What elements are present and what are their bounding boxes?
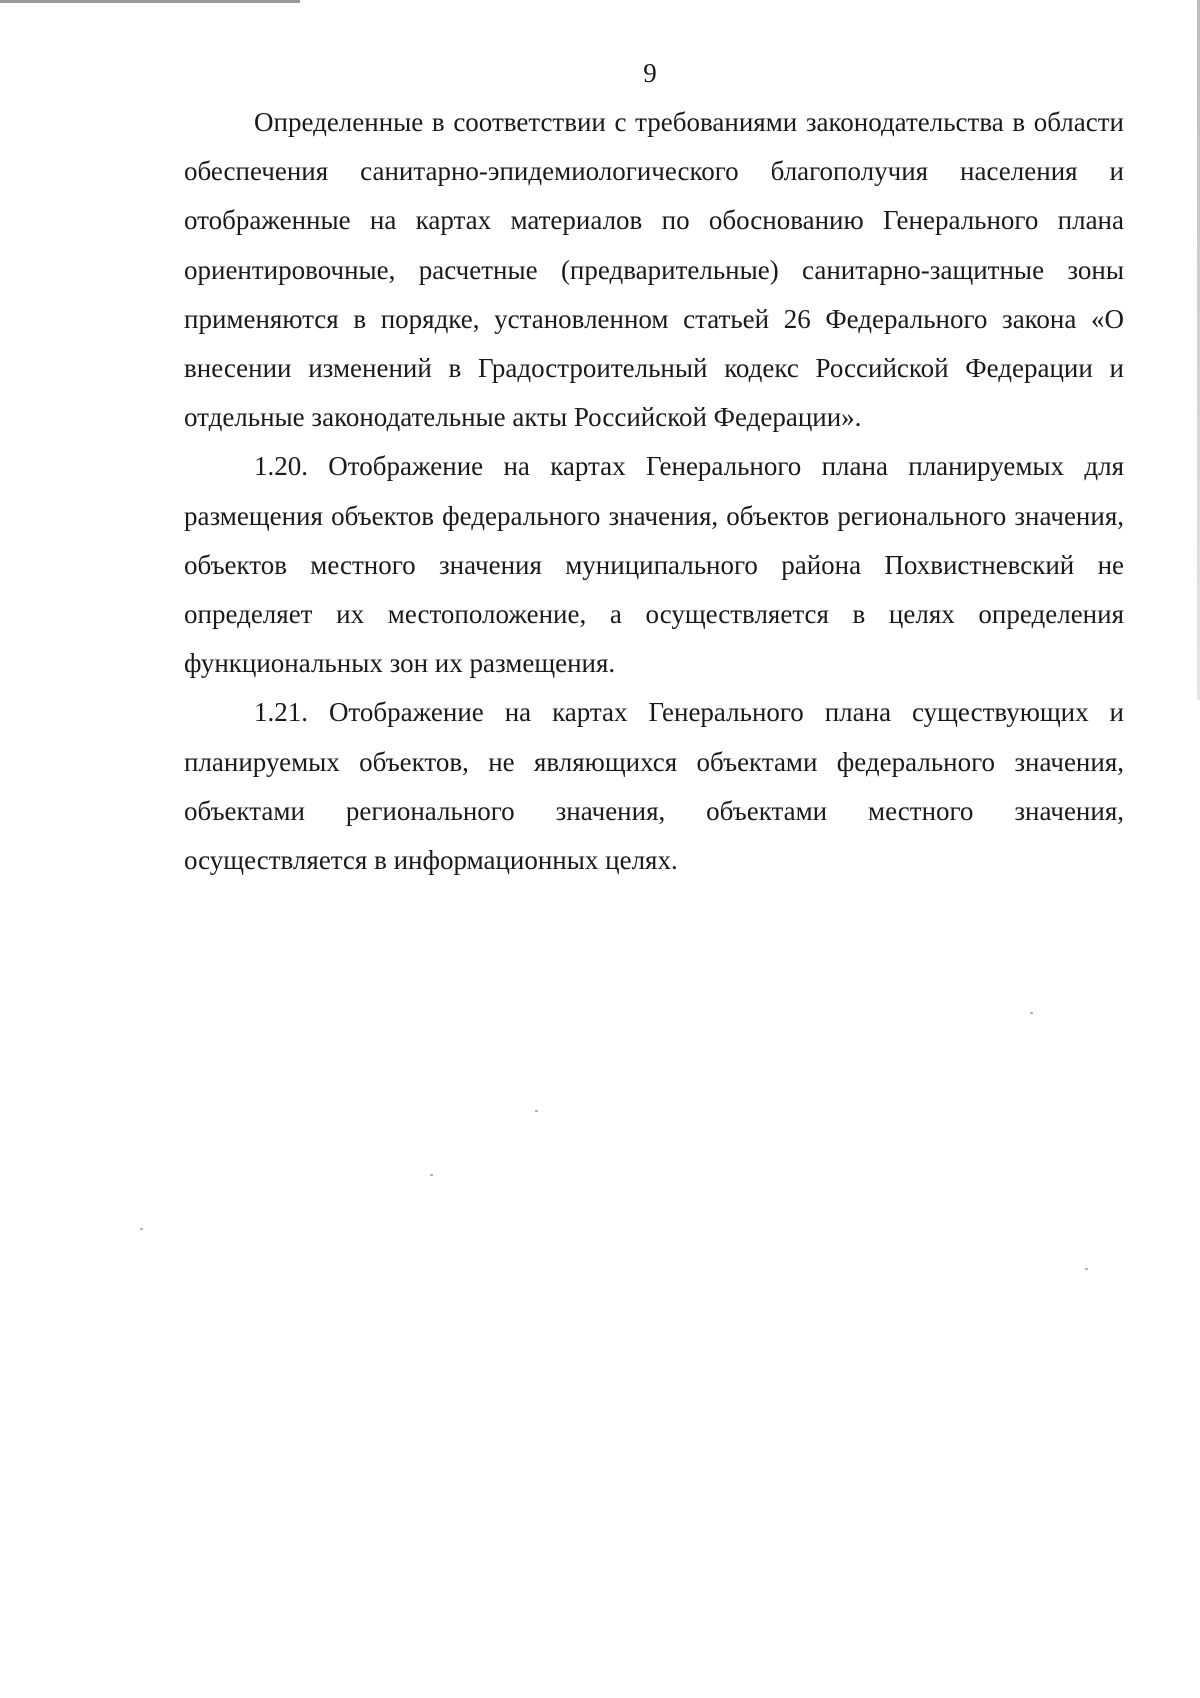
- scan-speck: [1085, 1268, 1088, 1270]
- page-number: 9: [643, 58, 657, 88]
- paragraph-1-20: 1.20. Отображение на картах Генерального плана планируемых для размещения объектов федерального значения, объектов регионального значения, объектов местного значения муниципального района Похвистневский не определяет их местоположение, а осуществляется в целях определения функциональных зон их размещения.: [184, 451, 1124, 679]
- scan-speck: [430, 1174, 433, 1176]
- scan-edge-top: [0, 0, 300, 3]
- paragraph-sanitary-zones: Определенные в соответствии с требованиями законодательства в области обеспечения санитарно-эпидемиологического благополучия населения и отображенные на картах материалов по обоснованию Генерального плана ориентировочные, расчетные (предварительные) санитарно-защитные зоны применяются в порядке, установленном статьей 26 Федерального закона «О внесении изменений в Градостроительный кодекс Российской Федерации и отдельные законодательные акты Российской Федерации».: [184, 107, 1124, 433]
- paragraph-1-21: 1.21. Отображение на картах Генерального плана существующих и планируемых объектов, не являющихся объектами федерального значения, объектами регионального значения, объектами местного значения, осуществляется в информационных целях.: [184, 697, 1124, 876]
- scan-speck: [1030, 1012, 1033, 1014]
- document-body: [184, 98, 1124, 885]
- scan-speck: [535, 1110, 538, 1112]
- scan-speck: [140, 1228, 143, 1230]
